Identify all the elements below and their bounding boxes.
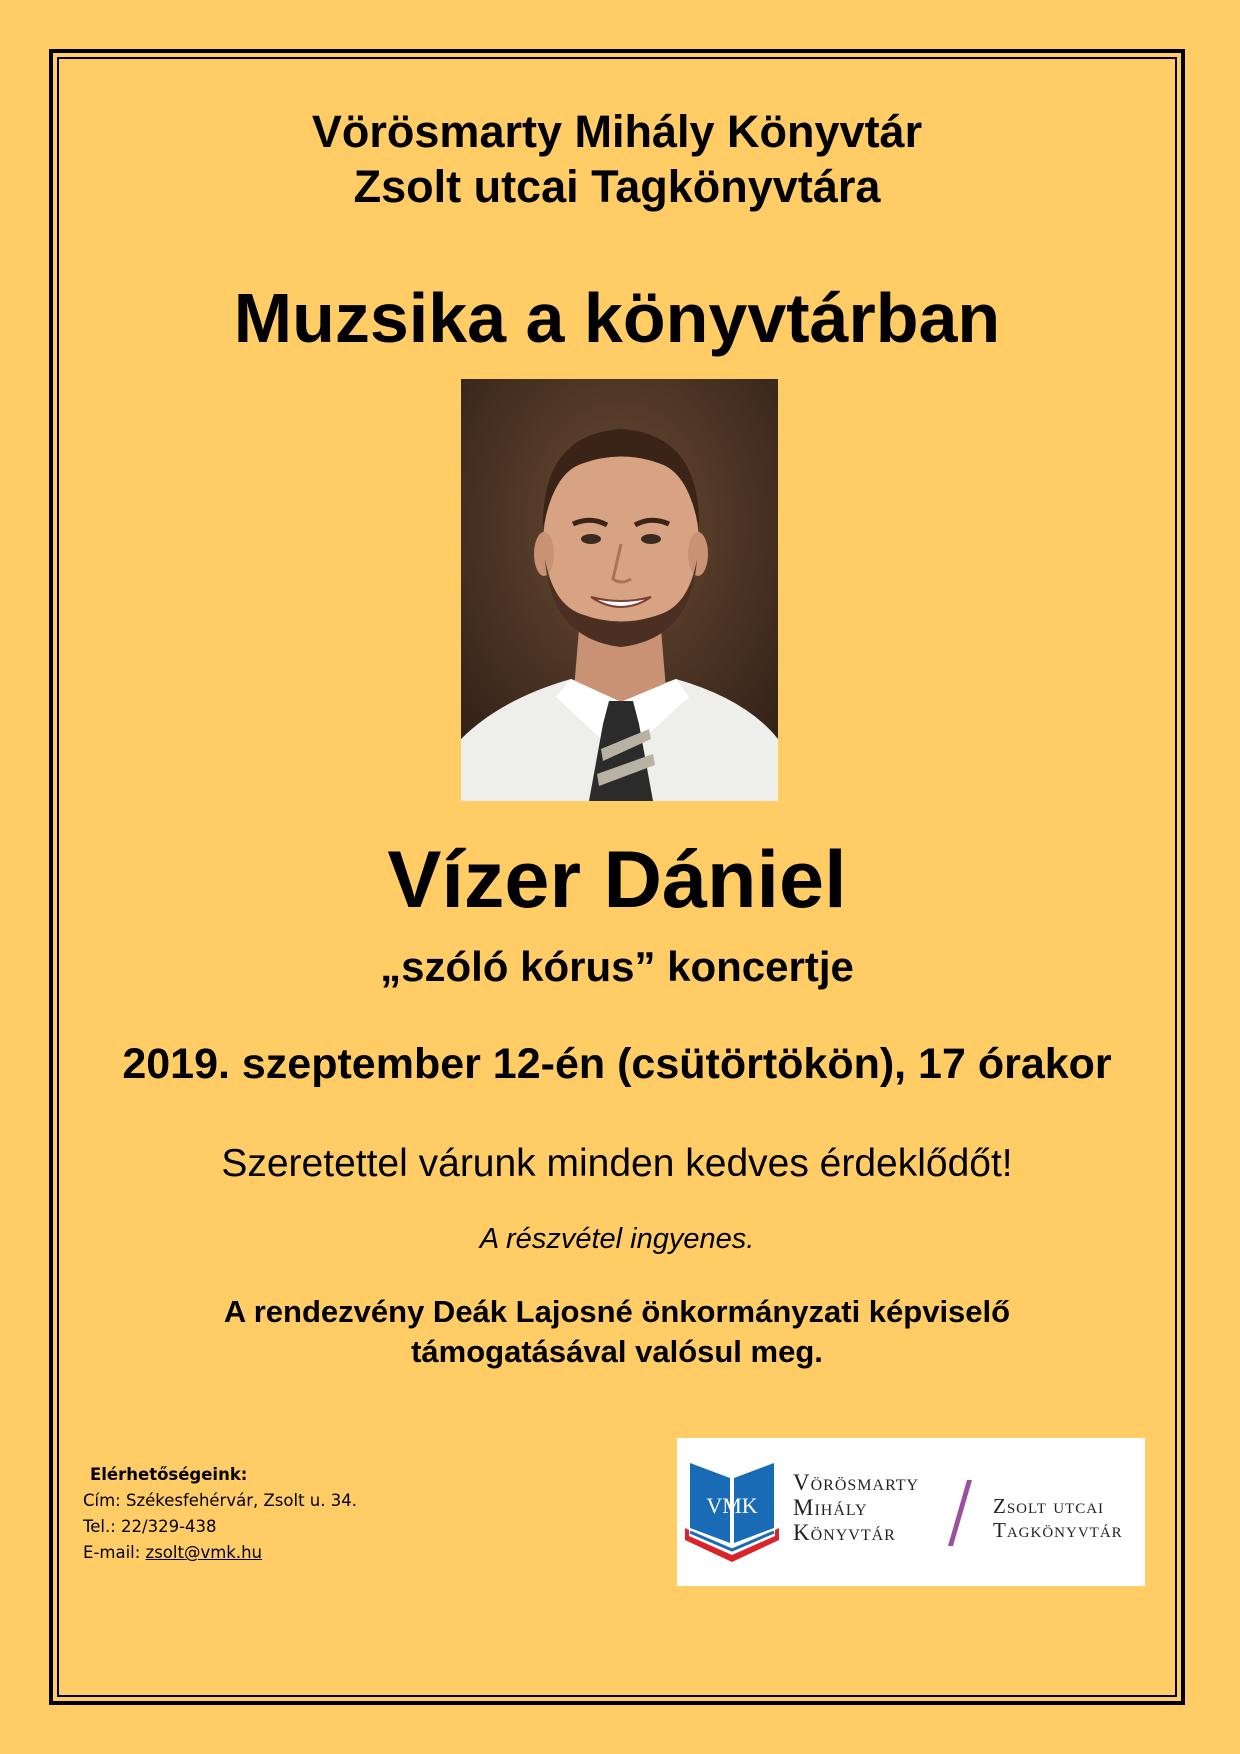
- admission-note: A részvétel ingyenes.: [479, 1223, 755, 1255]
- sponsor-note: [57, 1292, 1177, 1372]
- event-title: Muzsika a könyvtárban: [233, 279, 1001, 357]
- sponsor-line-1: A rendezvény Deák Lajosné önkormányzati képviselő: [223, 1294, 1011, 1329]
- concert-subtitle: „szóló kórus” koncertje: [380, 943, 854, 990]
- contact-email-row: [83, 1540, 357, 1566]
- vmk-book-emblem-icon: [682, 1458, 782, 1568]
- contact-block: [83, 1462, 357, 1566]
- library-logo: [677, 1438, 1145, 1586]
- logo-branch-line-1: Zsolt utcai: [993, 1494, 1105, 1518]
- performer-photo: [461, 379, 778, 801]
- library-name-line-1: Vörösmarty Mihály Könyvtár: [311, 106, 923, 157]
- library-name-line-2: Zsolt utcai Tagkönyvtára: [353, 161, 881, 212]
- logo-branch-line-2: Tagkönyvtár: [993, 1518, 1123, 1542]
- sponsor-line-2: támogatásával valósul meg.: [411, 1334, 823, 1369]
- contact-email-label: E-mail:: [83, 1543, 146, 1562]
- contact-heading: Elérhetőségeink:: [90, 1465, 248, 1484]
- library-name: [57, 104, 1177, 214]
- emblem-label: VMK: [706, 1493, 758, 1518]
- logo-main-line-2: Mihály: [793, 1495, 868, 1520]
- event-date-time: 2019. szeptember 12-én (csütörtökön), 17 órakor: [122, 1040, 1112, 1088]
- performer-portrait-image: [461, 379, 778, 801]
- logo-main-line-1: Vörösmarty: [793, 1470, 920, 1495]
- contact-address: Cím: Székesfehérvár, Zsolt u. 34.: [83, 1491, 357, 1510]
- contact-email-link[interactable]: zsolt@vmk.hu: [145, 1543, 263, 1562]
- contact-phone: Tel.: 22/329-438: [83, 1517, 217, 1536]
- logo-library-name: [793, 1470, 919, 1545]
- logo-main-line-3: Könyvtár: [793, 1520, 896, 1545]
- performer-name: Vízer Dániel: [387, 835, 847, 925]
- logo-branch-name: [993, 1494, 1123, 1542]
- logo-slash-icon: [945, 1478, 975, 1548]
- welcome-text: Szeretettel várunk minden kedves érdeklődőt!: [221, 1142, 1013, 1185]
